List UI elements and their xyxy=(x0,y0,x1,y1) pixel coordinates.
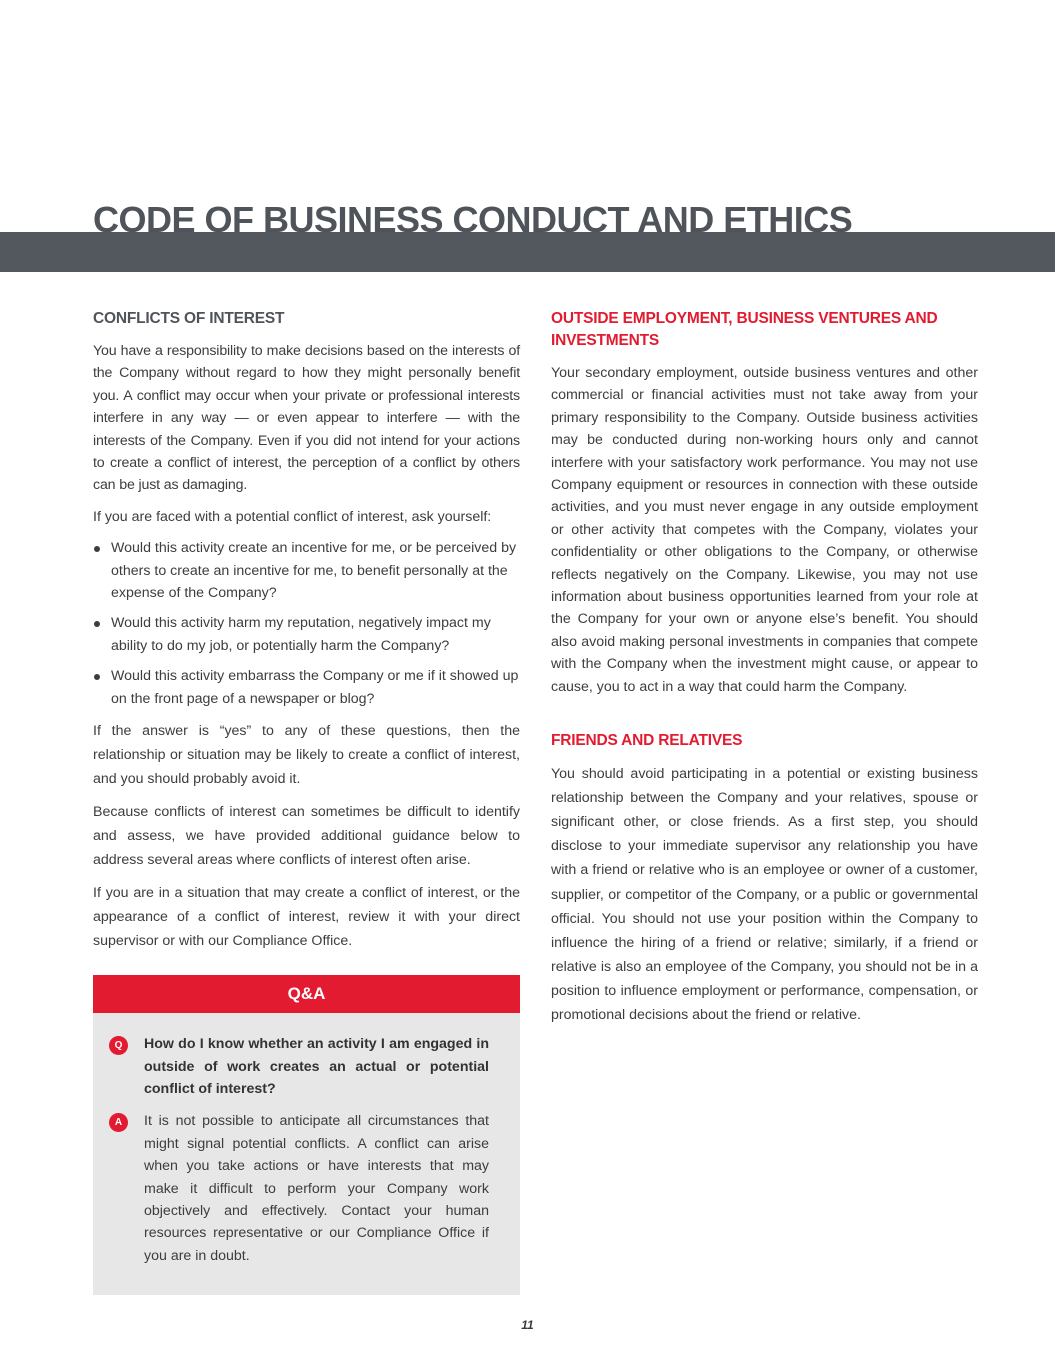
page-title: CODE OF BUSINESS CONDUCT AND ETHICS xyxy=(93,199,853,240)
outside-employment-paragraph: Your secondary employment, outside business ventures and other commercial or financial activities must not take away from your primary responsibility to the Company. Outside business activities may be conducted during non-working hours only and cannot interfere with your satisfactory work performance. You may not use Company equipment or resources in connection with these outside activities, and you must never engage in any outside employment or other activity that competes with the Company, violates your confidentiality or other obligations to the Company, or otherwise reflects negatively on the Company. Likewise, you may not use information about business opportunities learned from your role at the Company for your own or anyone else’s benefit. You should also avoid making personal investments in companies that compete with the Company when the investment might cause, or appear to cause, you to act in a way that could harm the Company. xyxy=(551,365,978,695)
page-number: 11 xyxy=(521,1318,534,1332)
qa-title: Q&A xyxy=(93,975,520,1013)
conflicts-paragraph-5: If you are in a situation that may create a conflict of interest, or the appearance of a conflict of interest, review it with your direct supervisor or with our Compliance Office. xyxy=(93,885,520,950)
conflicts-paragraph-2: If you are faced with a potential conflict of interest, ask yourself: xyxy=(93,508,492,525)
list-item: Would this activity create an incentive for me, or be perceived by others to create an incentive for me, to benefit personally at the expense of the Company? xyxy=(93,537,520,604)
qa-question xyxy=(109,1033,489,1100)
bullet-icon xyxy=(94,546,100,552)
conflicts-paragraph-1: You have a responsibility to make decisions based on the interests of the Company without regard to how they might personally benefit you. A conflict may occur when your private or professional interests interfere in any way — or even appear to interfere — with the interests of the Company. Even if you did not intend for your actions to create a conflict of interest, the perception of a conflict by others can be just as damaging. xyxy=(93,343,520,494)
right-column xyxy=(551,308,978,1036)
friends-and-relatives-heading: FRIENDS AND RELATIVES xyxy=(551,732,743,750)
qa-body xyxy=(93,1013,520,1295)
question-text: How do I know whether an activity I am engaged in outside of work creates an actual or potential conflict of interest? xyxy=(144,1036,489,1097)
bullet-icon xyxy=(94,674,100,680)
bullet-icon xyxy=(94,621,100,627)
question-badge-icon: Q xyxy=(109,1036,128,1055)
conflicts-paragraph-4: Because conflicts of interest can sometimes be difficult to identify and assess, we have provided additional guidance below to address several areas where conflicts of interest often arise. xyxy=(93,804,520,869)
list-item: Would this activity embarrass the Company or me if it showed up on the front page of a newspaper or blog? xyxy=(93,665,520,710)
qa-answer xyxy=(109,1110,489,1267)
qa-box xyxy=(93,975,520,1295)
outside-employment-heading: OUTSIDE EMPLOYMENT, BUSINESS VENTURES AND INVESTMENTS xyxy=(551,310,938,349)
self-check-questions xyxy=(93,537,520,710)
conflicts-of-interest-heading: CONFLICTS OF INTEREST xyxy=(93,310,285,327)
conflicts-paragraph-3: If the answer is “yes” to any of these questions, then the relationship or situation may be likely to create a conflict of interest, and you should probably avoid it. xyxy=(93,723,520,788)
friends-and-relatives-paragraph: You should avoid participating in a potential or existing business relationship between the Company and your relatives, spouse or significant other, or close friends. As a first step, you should disclose to your immediate supervisor any relationship you have with a friend or relative who is an employee or owner of a customer, supplier, or competitor of the Company, or a public or governmental official. You should not use your position within the Company to influence the hiring of a friend or relative; similarly, if a friend or relative is also an employee of the Company, you should not be in a position to influence employment or performance, compensation, or promotional decisions about the friend or relative. xyxy=(551,766,978,1024)
answer-badge-icon: A xyxy=(109,1113,128,1132)
answer-text: It is not possible to anticipate all circumstances that might signal potential conflicts. A conflict can arise when you take actions or have interests that may make it difficult to perform your Company work objectively and effectively. Contact your human resources representative or our Compliance Office if you are in doubt. xyxy=(144,1113,489,1264)
list-item: Would this activity harm my reputation, negatively impact my ability to do my job, or potentially harm the Company? xyxy=(93,612,520,657)
left-column xyxy=(93,308,520,1295)
